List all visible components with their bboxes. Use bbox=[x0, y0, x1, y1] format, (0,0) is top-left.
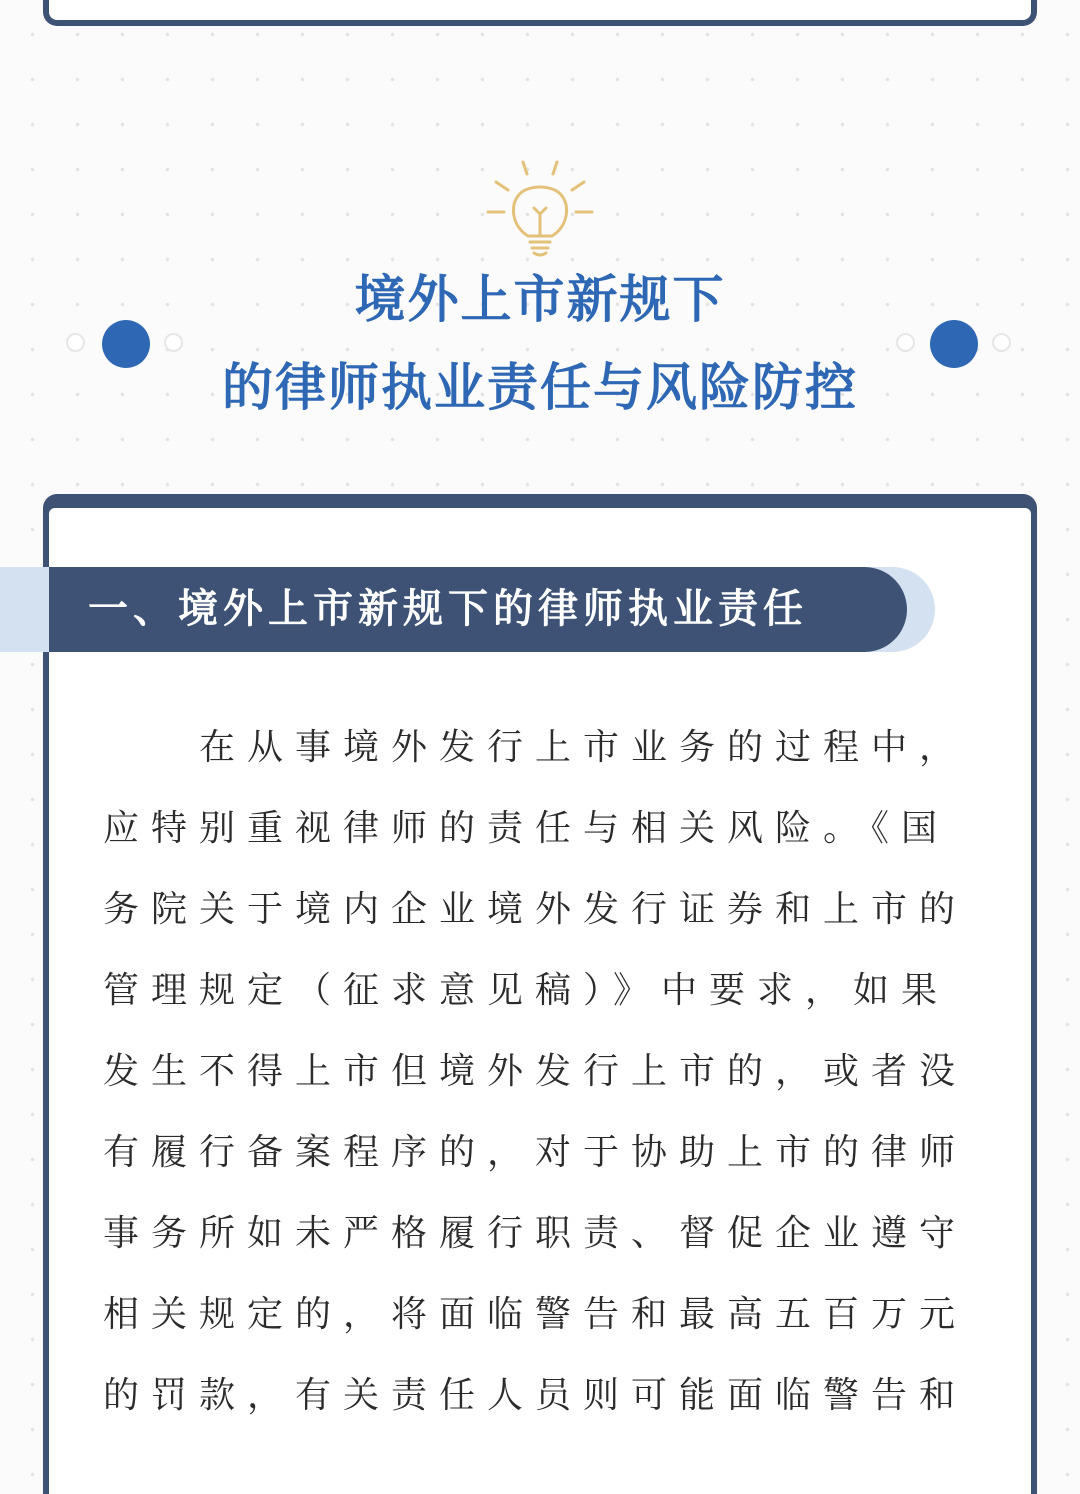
section-title: 一、境外上市新规下的律师执业责任 bbox=[88, 586, 808, 632]
lightbulb-icon bbox=[484, 156, 596, 260]
page-title-line-2: 的律师执业责任与风险防控 bbox=[221, 359, 858, 418]
body-paragraph: 在从事境外发行上市业务的过程中，应特别重视律师的责任与相关风险。《国务院关于境内企业境外发行证券和上市的管理规定（征求意见稿）》中要求，如果发生不得上市但境外发行上市的，或者没有履行备案程序的，对于协助上市的律师事务所如未严格履行职责、督促企业遵守相关规定的，将面临警告和最高五百万元的罚款，有关责任人员则可能面临警告和 bbox=[103, 727, 968, 1416]
title-decoration-right bbox=[896, 318, 1016, 372]
title-decoration-left bbox=[66, 318, 186, 372]
page-title-line-1: 境外上市新规下 bbox=[354, 271, 726, 330]
previous-card-bottom bbox=[43, 0, 1037, 26]
